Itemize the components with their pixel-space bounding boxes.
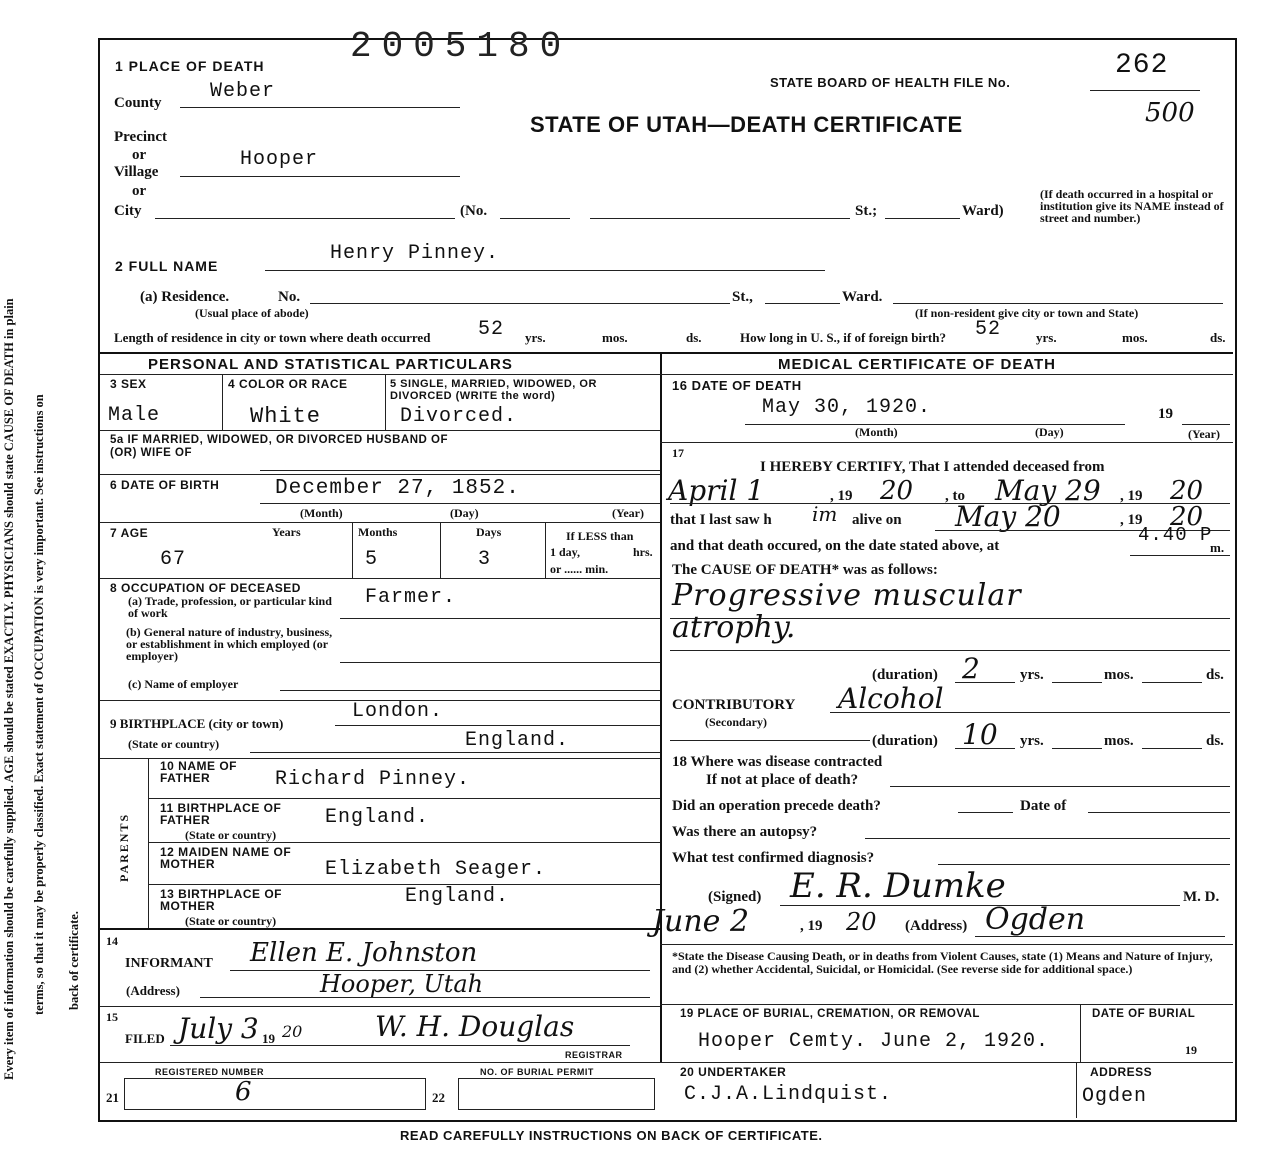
- spouse-label: 5a IF MARRIED, WIDOWED, OR DIVORCED HUSBAND OF (OR) WIFE OF: [110, 434, 448, 459]
- personal-heading: PERSONAL AND STATISTICAL PARTICULARS: [148, 356, 513, 373]
- burial-permit-label: NO. OF BURIAL PERMIT: [480, 1067, 594, 1077]
- or-label-2: or: [132, 183, 147, 199]
- duration-yrs: yrs.: [1020, 667, 1044, 683]
- sex-label: 3 SEX: [110, 377, 147, 391]
- color-value: White: [250, 404, 322, 429]
- md-label: M. D.: [1183, 889, 1220, 905]
- burial-date-label: DATE OF BURIAL: [1092, 1008, 1196, 1020]
- marital-value: Divorced.: [400, 405, 518, 428]
- age-days-label: Days: [476, 525, 502, 539]
- footer-instruction: READ CAREFULLY INSTRUCTIONS ON BACK OF CERTIFICATE.: [400, 1128, 823, 1143]
- registrar-label: REGISTRAR: [565, 1050, 623, 1060]
- medical-heading: MEDICAL CERTIFICATE OF DEATH: [778, 356, 1056, 373]
- death-occurred-text: and that death occured, on the date stated above, at: [670, 538, 1000, 554]
- age-months-value: 5: [365, 548, 379, 571]
- marital-label: 5 SINGLE, MARRIED, WIDOWED, OR DIVORCED (WRITE the word): [390, 378, 597, 402]
- city-st-label: St.;: [855, 203, 878, 219]
- village-label: Village: [114, 164, 159, 180]
- nonresident-note: (If non-resident give city or town and State): [915, 306, 1139, 320]
- side-note-line2: terms, so that it may be properly classified. Exact statement of OCCUPATION is very important. See instructions on: [32, 394, 46, 1015]
- duration2-ds: ds.: [1206, 733, 1224, 749]
- registered-number-prefix: 21: [106, 1090, 119, 1105]
- registered-number-label: REGISTERED NUMBER: [155, 1067, 265, 1077]
- test-label: What test confirmed diagnosis?: [672, 850, 875, 866]
- file-number-handwritten: 500: [1145, 98, 1195, 128]
- alive-on-label: alive on: [852, 512, 902, 528]
- parents-side-label: PARENTS: [117, 812, 131, 882]
- less-than-label: If LESS than: [566, 529, 634, 543]
- attended-to-date: May 29: [995, 474, 1101, 507]
- city-label: City: [114, 203, 142, 219]
- mother-birthplace-value: England.: [405, 885, 510, 908]
- residence-label: (a) Residence.: [140, 289, 230, 305]
- dob-value: December 27, 1852.: [275, 477, 520, 500]
- informant-label: INFORMANT: [125, 956, 213, 971]
- dob-label: 6 DATE OF BIRTH: [110, 478, 220, 492]
- occupation-b-label: (b) General nature of industry, business, or establishment in which employed (or employer): [126, 625, 333, 663]
- signed-date: June 2: [652, 904, 750, 939]
- age-months-label: Months: [358, 525, 398, 539]
- side-note-line1: Every item of information should be carefully supplied. AGE should be stated EXACTLY. PHYSICIANS should state CAUSE OF DEATH in plain: [2, 298, 16, 1080]
- signed-label: (Signed): [708, 889, 762, 905]
- contracted-label: 18 Where was disease contracted: [672, 754, 883, 770]
- occupation-label: 8 OCCUPATION OF DECEASED: [110, 581, 301, 595]
- attended-from-year: 20: [880, 476, 914, 506]
- length-ds: ds.: [686, 330, 702, 345]
- city-ward-label: Ward): [962, 203, 1004, 219]
- mother-name-label: 12 MAIDEN NAME OF MOTHER: [160, 845, 292, 871]
- birthplace-label: 9 BIRTHPLACE (city or town): [110, 716, 284, 731]
- death-time-value: 4.40 P: [1138, 524, 1213, 546]
- length-of-residence-label: Length of residence in city or town where death occurred: [114, 330, 431, 345]
- dob-year-caption: (Year): [612, 506, 644, 520]
- length-yrs: yrs.: [525, 330, 546, 345]
- one-day-label: 1 day,: [550, 545, 581, 559]
- or-label-1: or: [132, 147, 147, 163]
- date-of-death-label: 16 DATE OF DEATH: [672, 378, 802, 393]
- burial-19: 19: [1185, 1043, 1197, 1057]
- physician-signature: E. R. Dumke: [790, 866, 1006, 906]
- undertaker-address-value: Ogden: [1082, 1085, 1148, 1108]
- color-label: 4 COLOR OR RACE: [228, 377, 348, 391]
- residence-st-label: St.,: [732, 289, 753, 305]
- file-number: 262: [1115, 50, 1169, 81]
- registered-number-box: [124, 1078, 426, 1110]
- mother-birthplace-label: 13 BIRTHPLACE OF MOTHER: [160, 887, 283, 913]
- occupation-a-label: (a) Trade, profession, or particular kind of work: [128, 594, 332, 620]
- occupation-c-label: (c) Name of employer: [128, 677, 239, 691]
- full-name-label: 2 FULL NAME: [115, 258, 219, 274]
- autopsy-label: Was there an autopsy?: [672, 824, 818, 840]
- age-days-value: 3: [478, 548, 492, 571]
- certificate-title: STATE OF UTAH—DEATH CERTIFICATE: [530, 112, 963, 137]
- county-value: Weber: [210, 80, 276, 103]
- attended-to-year: 20: [1170, 476, 1204, 506]
- father-name-label: 10 NAME OF FATHER: [160, 759, 238, 785]
- duration-ds: ds.: [1206, 667, 1224, 683]
- dob-month-caption: (Month): [300, 506, 343, 520]
- secondary-label: (Secondary): [705, 715, 767, 729]
- filed-number: 15: [106, 1010, 118, 1024]
- mother-birthplace-sub: (State or country): [185, 914, 277, 928]
- dod-day-caption: (Day): [1035, 425, 1064, 439]
- informant-signature: Ellen E. Johnston: [250, 938, 478, 968]
- burial-place-label: 19 PLACE OF BURIAL, CREMATION, OR REMOVAL: [680, 1008, 980, 1020]
- occupation-value: Farmer.: [365, 586, 457, 609]
- cause-footnote: *State the Disease Causing Death, or in deaths from Violent Causes, state (1) Means and Nature of Injury, and (2) whether Accidental, Suicidal, or Homicidal. (See reverse side for additional space.): [672, 949, 1213, 976]
- to-label: , to: [945, 488, 965, 504]
- city-no-label: (No.: [460, 203, 488, 219]
- to-comma-19: , 19: [1120, 488, 1143, 504]
- stamp-number: 2005180: [350, 26, 572, 67]
- filed-date: July 3: [178, 1012, 259, 1045]
- how-long-yrs: yrs.: [1036, 330, 1057, 345]
- file-number-label: STATE BOARD OF HEALTH FILE No.: [770, 75, 1011, 90]
- death-time-suffix: m.: [1210, 540, 1225, 555]
- item-17: 17: [672, 446, 684, 460]
- last-saw-text: that I last saw h: [670, 512, 772, 528]
- informant-address-value: Hooper, Utah: [320, 970, 484, 998]
- length-of-residence-value: 52: [478, 318, 505, 341]
- father-birthplace-sub: (State or country): [185, 828, 277, 842]
- side-note-line3: back of certificate.: [67, 911, 81, 1010]
- registered-number-value: 6: [235, 1077, 252, 1107]
- age-label: 7 AGE: [110, 526, 149, 540]
- filed-year-prefix: 19: [262, 1031, 275, 1046]
- attended-from-date: April 1: [668, 474, 765, 507]
- alive-on-date: May 20: [955, 500, 1061, 533]
- undertaker-value: C.J.A.Lindquist.: [684, 1083, 893, 1106]
- precinct-label: Precinct: [114, 129, 168, 145]
- last-saw-him: im: [812, 502, 838, 526]
- filed-year: 20: [282, 1022, 303, 1041]
- duration2-value: 10: [962, 718, 998, 751]
- duration2-mos: mos.: [1104, 733, 1134, 749]
- county-label: County: [114, 95, 162, 111]
- undertaker-label: 20 UNDERTAKER: [680, 1065, 787, 1079]
- certify-text: I HEREBY CERTIFY, That I attended deceased from: [760, 459, 1105, 475]
- birthplace-country: England.: [465, 729, 570, 752]
- signed-comma-19: , 19: [800, 918, 823, 934]
- how-long-in-us-value: 52: [975, 318, 1002, 341]
- cause-of-death-line2: atrophy.: [672, 610, 796, 645]
- birthplace-city: London.: [352, 700, 444, 723]
- village-value: Hooper: [240, 148, 319, 171]
- duration-label: (duration): [872, 667, 938, 683]
- residence-ward-label: Ward.: [842, 289, 883, 305]
- how-long-mos: mos.: [1122, 330, 1148, 345]
- burial-permit-prefix: 22: [432, 1090, 445, 1105]
- cause-of-death-label: The CAUSE OF DEATH* was as follows:: [672, 562, 938, 578]
- operation-date-of-label: Date of: [1020, 798, 1067, 814]
- undertaker-address-label: ADDRESS: [1090, 1065, 1153, 1079]
- father-name-value: Richard Pinney.: [275, 768, 471, 791]
- how-long-ds: ds.: [1210, 330, 1226, 345]
- alive-comma-19: , 19: [1120, 512, 1143, 528]
- signed-year: 20: [846, 908, 877, 936]
- duration-mos: mos.: [1104, 667, 1134, 683]
- cause-of-death-line1: Progressive muscular: [672, 578, 1022, 613]
- operation-label: Did an operation precede death?: [672, 798, 881, 814]
- dod-month-caption: (Month): [855, 425, 898, 439]
- date-of-death-value: May 30, 1920.: [762, 396, 932, 419]
- age-years-label: Years: [272, 525, 301, 539]
- alive-on-year: 20: [1170, 502, 1204, 532]
- registrar-signature: W. H. Douglas: [375, 1010, 575, 1043]
- signed-address-value: Ogden: [985, 902, 1086, 937]
- length-mos: mos.: [602, 330, 628, 345]
- duration2-yrs: yrs.: [1020, 733, 1044, 749]
- contributory-value: Alcohol: [838, 682, 944, 715]
- duration-value: 2: [962, 652, 980, 685]
- hrs-label: hrs.: [633, 545, 653, 559]
- from-comma-19: , 19: [830, 488, 853, 504]
- filed-label: FILED: [125, 1031, 165, 1046]
- mother-name-value: Elizabeth Seager.: [325, 858, 547, 881]
- dod-year-caption: (Year): [1188, 427, 1220, 441]
- burial-place-value: Hooper Cemty. June 2, 1920.: [698, 1030, 1050, 1053]
- contributory-label: CONTRIBUTORY: [672, 697, 796, 713]
- father-birthplace-value: England.: [325, 806, 430, 829]
- informant-address-label: (Address): [126, 983, 180, 998]
- dod-19: 19: [1158, 406, 1173, 422]
- burial-permit-box: [458, 1078, 655, 1110]
- father-birthplace-label: 11 BIRTHPLACE OF FATHER: [160, 801, 282, 827]
- dob-day-caption: (Day): [450, 506, 479, 520]
- contracted-label-2: If not at place of death?: [706, 772, 859, 788]
- duration2-label: (duration): [872, 733, 938, 749]
- signed-address-label: (Address): [905, 918, 968, 934]
- usual-abode-note: (Usual place of abode): [195, 306, 309, 320]
- or-min-label: or ...... min.: [550, 562, 609, 576]
- how-long-in-us-label: How long in U. S., if of foreign birth?: [740, 330, 946, 345]
- hospital-note: (If death occurred in a hospital or institution give its NAME instead of street and number.): [1040, 187, 1224, 225]
- place-of-death-label: 1 PLACE OF DEATH: [115, 58, 265, 74]
- informant-number: 14: [106, 934, 118, 948]
- birthplace-state-label: (State or country): [128, 737, 220, 751]
- residence-no-label: No.: [278, 289, 301, 305]
- full-name-value: Henry Pinney.: [330, 242, 500, 265]
- age-years-value: 67: [160, 548, 187, 571]
- sex-value: Male: [108, 404, 161, 427]
